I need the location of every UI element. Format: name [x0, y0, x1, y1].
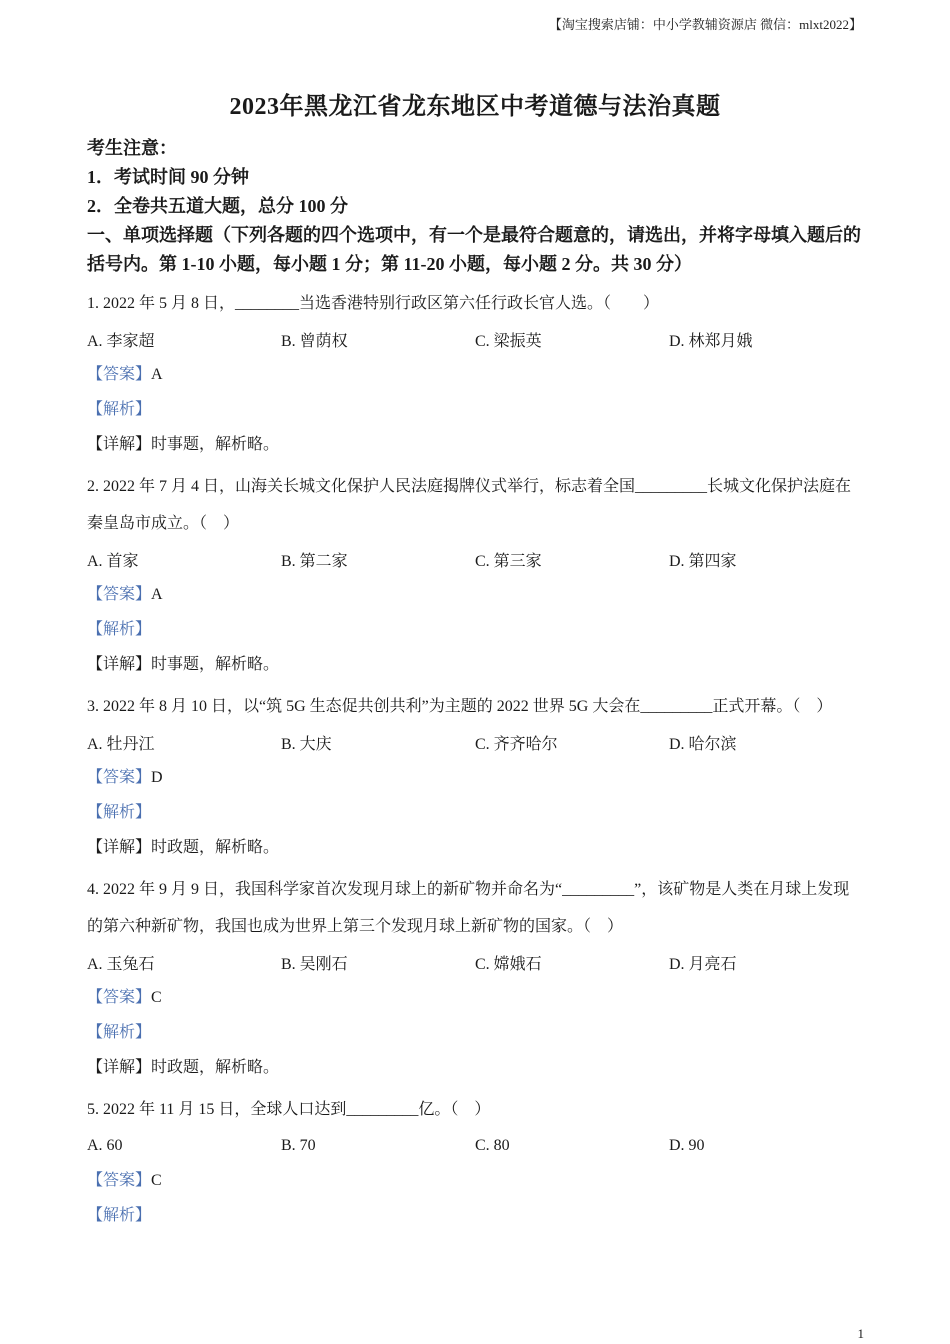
page-number: 1 — [857, 1326, 864, 1341]
detail-label: 【详解】 — [87, 436, 152, 453]
analysis-label: 【解析】 — [87, 804, 152, 821]
answer-label: 【答案】 — [87, 989, 152, 1006]
notice-item: 1．考试时间 90 分钟 — [87, 167, 249, 187]
page-title: 2023年黑龙江省龙东地区中考道德与法治真题 — [229, 94, 721, 120]
answer-label: 【答案】 — [87, 769, 152, 786]
option-d: D. 哈尔滨 — [669, 736, 737, 753]
question-4 — [87, 871, 865, 1085]
option-b: B. 吴刚石 — [281, 956, 348, 973]
options-row — [87, 725, 865, 760]
header-note: 【淘宝搜索店铺：中小学教辅资源店 微信：mlxt2022】 — [548, 17, 862, 32]
option-d: D. 90 — [669, 1136, 705, 1154]
question-stem: 2. 2022 年 7 月 4 日，山海关长城文化保护人民法庭揭牌仪式举行，标志着全国_________长城文化保护法庭在秦皇岛市成立。（ ） — [87, 478, 852, 532]
option-a: A. 牡丹江 — [87, 736, 155, 753]
question-1 — [87, 285, 865, 462]
answer-value: C — [151, 1172, 162, 1189]
option-c: C. 梁振英 — [475, 333, 542, 350]
answer-value: A — [151, 586, 163, 603]
option-a: A. 首家 — [87, 553, 139, 570]
detail-label: 【详解】 — [87, 839, 152, 856]
option-c: C. 齐齐哈尔 — [475, 736, 558, 753]
question-stem: 4. 2022 年 9 月 9 日，我国科学家首次发现月球上的新矿物并命名为“_________”，该矿物是人类在月球上发现的第六种新矿物，我国也成为世界上第三个发现月球上新矿物的国家。（ ） — [87, 881, 850, 935]
detail-label: 【详解】 — [87, 1059, 152, 1076]
option-a: A. 李家超 — [87, 333, 155, 350]
notice-heading: 考生注意： — [87, 138, 177, 158]
option-a: A. 60 — [87, 1136, 123, 1154]
question-2 — [87, 468, 865, 682]
analysis-label: 【解析】 — [87, 1024, 152, 1041]
answer-value: D — [151, 769, 163, 786]
notice-item: 2．全卷共五道大题，总分 100 分 — [87, 196, 348, 216]
option-b: B. 第二家 — [281, 553, 348, 570]
option-c: C. 80 — [475, 1136, 510, 1154]
detail-line — [87, 830, 865, 865]
detail-text: 时政题，解析略。 — [151, 1059, 280, 1076]
option-c: C. 嫦娥石 — [475, 956, 542, 973]
question-3 — [87, 688, 865, 865]
option-d: D. 林郑月娥 — [669, 333, 753, 350]
detail-line — [87, 427, 865, 462]
option-d: D. 第四家 — [669, 553, 737, 570]
section-heading: 一、单项选择题（下列各题的四个选项中，有一个是最符合题意的，请选出，并将字母填入题后的括号内。第 1-10 小题，每小题 1 分；第 11-20 小题，每小题 2 分。共 30 分） — [87, 225, 861, 274]
option-b: B. 70 — [281, 1136, 316, 1154]
question-5 — [87, 1091, 865, 1233]
answer-line — [87, 1163, 865, 1198]
answer-label: 【答案】 — [87, 1172, 152, 1189]
options-row — [87, 542, 865, 577]
analysis-label: 【解析】 — [87, 401, 152, 418]
answer-value: C — [151, 989, 162, 1006]
option-d: D. 月亮石 — [669, 956, 737, 973]
answer-label: 【答案】 — [87, 586, 152, 603]
answer-line — [87, 577, 865, 612]
analysis-label: 【解析】 — [87, 1207, 152, 1224]
options-row — [87, 322, 865, 357]
question-stem: 1. 2022 年 5 月 8 日，________当选香港特别行政区第六任行政长官人选。（ ） — [87, 295, 660, 312]
answer-label: 【答案】 — [87, 366, 152, 383]
option-c: C. 第三家 — [475, 553, 542, 570]
analysis-label: 【解析】 — [87, 621, 152, 638]
detail-line — [87, 647, 865, 682]
options-row — [87, 1128, 865, 1163]
content — [87, 134, 865, 1233]
detail-text: 时事题，解析略。 — [151, 656, 280, 673]
answer-line — [87, 760, 865, 795]
answer-line — [87, 980, 865, 1015]
question-stem: 3. 2022 年 8 月 10 日，以“筑 5G 生态促共创共利”为主题的 2022 世界 5G 大会在_________正式开幕。（ ） — [87, 698, 833, 715]
detail-text: 时政题，解析略。 — [151, 839, 280, 856]
answer-value: A — [151, 366, 163, 383]
option-b: B. 大庆 — [281, 736, 332, 753]
question-stem: 5. 2022 年 11 月 15 日，全球人口达到_________亿。（ ） — [87, 1101, 491, 1118]
detail-text: 时事题，解析略。 — [151, 436, 280, 453]
options-row — [87, 945, 865, 980]
detail-label: 【详解】 — [87, 656, 152, 673]
option-b: B. 曾荫权 — [281, 333, 348, 350]
detail-line — [87, 1050, 865, 1085]
answer-line — [87, 357, 865, 392]
option-a: A. 玉兔石 — [87, 956, 155, 973]
